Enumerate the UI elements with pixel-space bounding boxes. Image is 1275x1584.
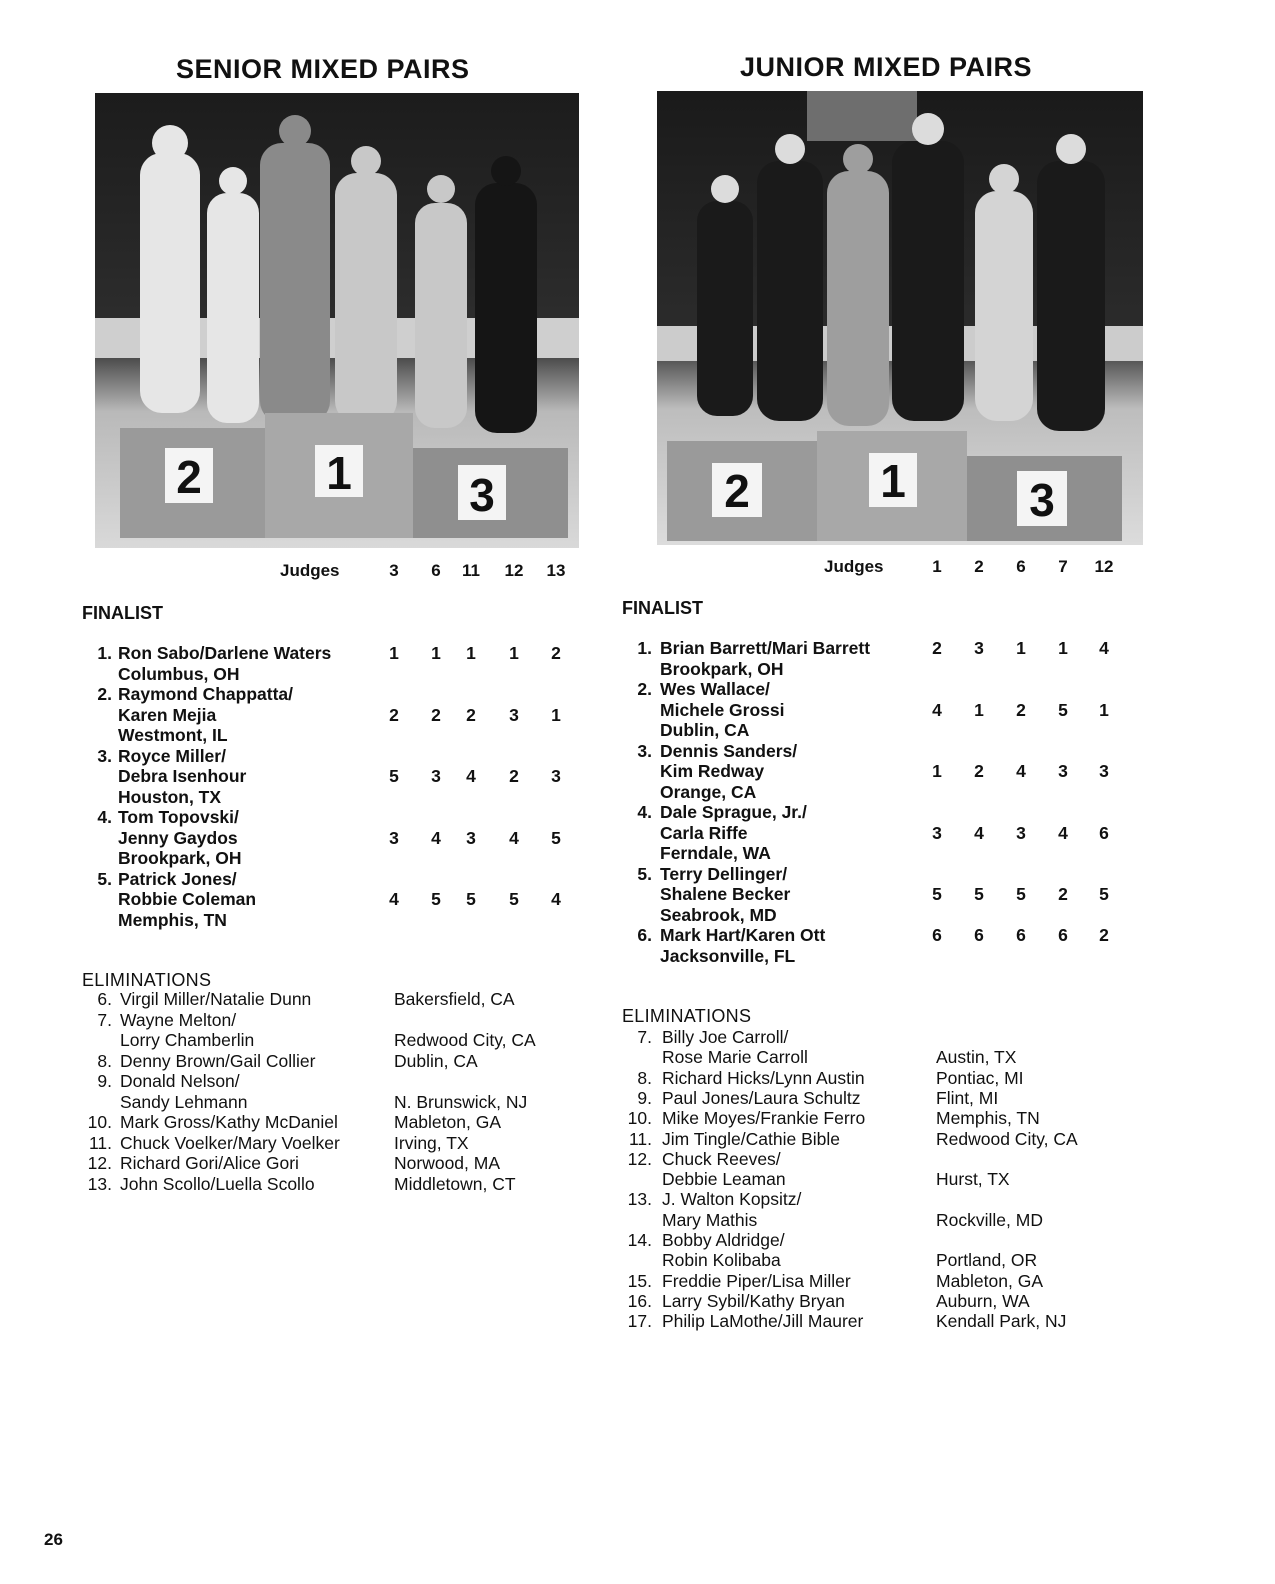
entrant-location: Dublin, CA bbox=[394, 1050, 478, 1071]
finalist-line bbox=[620, 638, 1275, 658]
entrant-text: Ferndale, WA bbox=[660, 843, 771, 863]
elimination-line bbox=[620, 1250, 1275, 1270]
entrant-location: Norwood, MA bbox=[394, 1153, 501, 1173]
judge-score: 4 bbox=[509, 827, 519, 848]
entrant-text: Dale Sprague, Jr./ bbox=[660, 802, 807, 822]
elimination-line bbox=[620, 1291, 1275, 1311]
podium-number-second: 2 bbox=[724, 465, 750, 517]
eliminations-label: ELIMINATIONS bbox=[622, 1006, 752, 1026]
finalist-line bbox=[620, 700, 1275, 720]
judge-score: 5 bbox=[389, 766, 399, 786]
entrant-text: Shalene Becker bbox=[660, 884, 791, 904]
rank-number: 16. bbox=[627, 1290, 652, 1311]
judge-score: 1 bbox=[1058, 638, 1068, 658]
judge-score: 6 bbox=[974, 925, 984, 945]
judge-score: 5 bbox=[509, 889, 519, 909]
judge-score: 2 bbox=[1016, 699, 1026, 720]
elimination-line bbox=[620, 1189, 1275, 1209]
elimination-line bbox=[0, 1174, 620, 1194]
judge-score: 1 bbox=[974, 699, 984, 720]
entrant-text: Mark Gross/Kathy McDaniel bbox=[120, 1112, 338, 1132]
entrant-text: Patrick Jones/ bbox=[118, 868, 237, 889]
entrant-text: Larry Sybil/Kathy Bryan bbox=[662, 1290, 845, 1311]
rank-number: 6. bbox=[637, 925, 652, 945]
entrant-text: John Scollo/Luella Scollo bbox=[120, 1173, 315, 1194]
rank-number: 4. bbox=[637, 802, 652, 822]
judge-score: 5 bbox=[431, 889, 441, 909]
entrant-text: Debra Isenhour bbox=[118, 766, 247, 786]
judge-score: 5 bbox=[932, 884, 942, 904]
elimination-line bbox=[0, 1010, 620, 1030]
finalist-line bbox=[620, 659, 1275, 679]
entrant-text: Raymond Chappatta/ bbox=[118, 684, 294, 704]
finalist-line bbox=[620, 761, 1275, 781]
judge-score: 3 bbox=[932, 822, 942, 843]
finalist-line bbox=[0, 869, 620, 889]
judges-label: Judges bbox=[280, 561, 340, 580]
entrant-location: Irving, TX bbox=[394, 1132, 469, 1153]
finalist-line bbox=[0, 848, 620, 868]
entrant-text: Royce Miller/ bbox=[118, 745, 226, 766]
judge-score: 4 bbox=[974, 822, 984, 843]
entrant-text: Brookpark, OH bbox=[118, 848, 242, 868]
rank-number: 7. bbox=[637, 1027, 652, 1047]
finalist-line bbox=[0, 684, 620, 704]
judges-label: Judges bbox=[824, 557, 884, 576]
judge-number: 12 bbox=[504, 561, 524, 580]
section-title-senior: SENIOR MIXED PAIRS bbox=[176, 54, 470, 84]
judge-score: 4 bbox=[1099, 638, 1109, 658]
rank-number: 1. bbox=[637, 638, 652, 658]
finalist-line bbox=[0, 643, 620, 663]
entrant-text: Lorry Chamberlin bbox=[120, 1030, 255, 1050]
elimination-line bbox=[620, 1129, 1275, 1149]
finalist-line bbox=[620, 946, 1275, 966]
senior-podium-photo bbox=[95, 93, 579, 548]
entrant-text: Freddie Piper/Lisa Miller bbox=[662, 1270, 851, 1291]
rank-number: 5. bbox=[637, 863, 652, 884]
judge-score: 3 bbox=[974, 638, 984, 658]
rank-number: 1. bbox=[97, 643, 112, 663]
judges-header bbox=[0, 561, 620, 583]
rank-number: 13. bbox=[87, 1173, 112, 1194]
rank-number: 12. bbox=[627, 1148, 652, 1169]
judge-score: 5 bbox=[466, 889, 476, 909]
junior-podium-illustration bbox=[657, 91, 1143, 545]
rank-number: 13. bbox=[627, 1189, 652, 1210]
judge-score: 4 bbox=[431, 827, 441, 848]
entrant-text: Terry Dellinger/ bbox=[660, 863, 788, 884]
judge-score: 1 bbox=[1016, 638, 1026, 658]
elimination-line bbox=[0, 1092, 620, 1112]
judge-score: 1 bbox=[1099, 699, 1109, 720]
finalist-line bbox=[0, 889, 620, 909]
finalist-line bbox=[620, 843, 1275, 863]
entrant-text: Brookpark, OH bbox=[660, 658, 784, 679]
judge-score: 3 bbox=[1058, 761, 1068, 781]
entrant-text: Westmont, IL bbox=[118, 725, 228, 745]
entrant-text: Bobby Aldridge/ bbox=[662, 1230, 785, 1250]
judge-score: 5 bbox=[1099, 884, 1109, 904]
elimination-line bbox=[620, 1169, 1275, 1189]
finalist-line bbox=[620, 802, 1275, 822]
judge-score: 2 bbox=[551, 643, 561, 663]
judge-score: 1 bbox=[551, 704, 561, 725]
judge-number: 2 bbox=[974, 557, 984, 576]
elimination-line bbox=[620, 1311, 1275, 1331]
judge-score: 4 bbox=[932, 699, 942, 720]
rank-number: 14. bbox=[627, 1230, 652, 1250]
entrant-text: Virgil Miller/Natalie Dunn bbox=[120, 989, 312, 1009]
eliminations-label: ELIMINATIONS bbox=[82, 970, 212, 990]
judge-score: 6 bbox=[1099, 822, 1109, 843]
judge-score: 5 bbox=[1058, 699, 1068, 720]
rank-number: 10. bbox=[627, 1108, 652, 1129]
finalist-line bbox=[620, 741, 1275, 761]
elimination-line bbox=[620, 1068, 1275, 1088]
entrant-text: Dennis Sanders/ bbox=[660, 740, 798, 761]
entrant-text: Kim Redway bbox=[660, 761, 765, 781]
entrant-text: Jenny Gaydos bbox=[118, 827, 238, 848]
rank-number: 15. bbox=[627, 1270, 652, 1291]
page-number: 26 bbox=[44, 1530, 63, 1549]
finalist-label: FINALIST bbox=[82, 603, 163, 623]
rank-number: 3. bbox=[637, 740, 652, 761]
entrant-text: Robbie Coleman bbox=[118, 889, 257, 909]
entrant-text: Jacksonville, FL bbox=[660, 945, 796, 966]
finalist-line bbox=[0, 910, 620, 930]
finalist-line bbox=[620, 823, 1275, 843]
finalist-line bbox=[0, 807, 620, 827]
rank-number: 8. bbox=[637, 1067, 652, 1088]
judge-score: 1 bbox=[932, 761, 942, 781]
entrant-location: Hurst, TX bbox=[936, 1169, 1010, 1190]
judge-number: 1 bbox=[932, 557, 942, 576]
entrant-location: Redwood City, CA bbox=[936, 1128, 1078, 1149]
entrant-text: Richard Hicks/Lynn Austin bbox=[662, 1067, 865, 1088]
entrant-text: Philip LaMothe/Jill Maurer bbox=[662, 1311, 864, 1332]
judge-score: 3 bbox=[466, 827, 476, 848]
judge-score: 1 bbox=[389, 643, 399, 663]
finalist-line bbox=[0, 746, 620, 766]
judge-score: 2 bbox=[974, 761, 984, 781]
rank-number: 4. bbox=[97, 807, 112, 827]
podium-number-third: 3 bbox=[469, 469, 495, 521]
finalist-line bbox=[620, 782, 1275, 802]
entrant-text: Chuck Voelker/Mary Voelker bbox=[120, 1132, 340, 1153]
elimination-line bbox=[0, 1051, 620, 1071]
podium-number-second: 2 bbox=[176, 451, 202, 503]
finalist-label: FINALIST bbox=[622, 598, 703, 618]
entrant-text: Michele Grossi bbox=[660, 699, 785, 720]
rank-number: 7. bbox=[97, 1009, 112, 1030]
finalist-line bbox=[620, 905, 1275, 925]
entrant-location: Mableton, GA bbox=[936, 1270, 1043, 1291]
finalist-line bbox=[0, 664, 620, 684]
entrant-text: Wayne Melton/ bbox=[120, 1009, 237, 1030]
judge-score: 4 bbox=[466, 766, 476, 786]
elimination-line bbox=[0, 1153, 620, 1173]
section-title-junior: JUNIOR MIXED PAIRS bbox=[740, 52, 1033, 82]
elimination-line bbox=[0, 989, 620, 1009]
entrant-text: Memphis, TN bbox=[118, 909, 227, 930]
rank-number: 8. bbox=[97, 1050, 112, 1071]
judge-score: 3 bbox=[1099, 761, 1109, 781]
entrant-location: Austin, TX bbox=[936, 1047, 1017, 1068]
judge-score: 4 bbox=[1016, 761, 1026, 781]
entrant-text: Paul Jones/Laura Schultz bbox=[662, 1087, 861, 1108]
rank-number: 17. bbox=[627, 1311, 652, 1332]
entrant-text: Ron Sabo/Darlene Waters bbox=[118, 643, 332, 663]
rank-number: 11. bbox=[628, 1128, 652, 1149]
entrant-text: J. Walton Kopsitz/ bbox=[662, 1189, 802, 1210]
elimination-line bbox=[0, 1112, 620, 1132]
entrant-text: Debbie Leaman bbox=[662, 1169, 786, 1190]
judge-number: 7 bbox=[1058, 557, 1068, 576]
finalist-line bbox=[620, 864, 1275, 884]
entrant-text: Mark Hart/Karen Ott bbox=[660, 925, 826, 945]
entrant-location: Memphis, TN bbox=[936, 1108, 1040, 1129]
judge-number: 12 bbox=[1094, 557, 1114, 576]
finalist-line bbox=[0, 828, 620, 848]
entrant-text: Brian Barrett/Mari Barrett bbox=[660, 638, 871, 658]
judge-score: 3 bbox=[509, 704, 519, 725]
elimination-line bbox=[620, 1108, 1275, 1128]
rank-number: 6. bbox=[97, 989, 112, 1009]
podium-number-first: 1 bbox=[880, 455, 906, 507]
entrant-location: Flint, MI bbox=[936, 1087, 999, 1108]
judge-score: 2 bbox=[431, 704, 441, 725]
rank-number: 2. bbox=[637, 679, 652, 699]
entrant-text: Houston, TX bbox=[118, 786, 222, 807]
entrant-text: Dublin, CA bbox=[660, 720, 750, 740]
judge-score: 1 bbox=[509, 643, 519, 663]
entrant-text: Mike Moyes/Frankie Ferro bbox=[662, 1108, 866, 1129]
judge-score: 2 bbox=[389, 704, 399, 725]
entrant-location: Bakersfield, CA bbox=[394, 989, 515, 1009]
finalist-line bbox=[620, 925, 1275, 945]
elimination-line bbox=[620, 1027, 1275, 1047]
entrant-location: Pontiac, MI bbox=[936, 1067, 1024, 1088]
entrant-location: Auburn, WA bbox=[936, 1290, 1030, 1311]
judge-score: 5 bbox=[974, 884, 984, 904]
judge-number: 11 bbox=[462, 561, 480, 580]
judge-score: 4 bbox=[551, 889, 561, 909]
judge-number: 6 bbox=[1016, 557, 1026, 576]
entrant-text: Donald Nelson/ bbox=[120, 1071, 240, 1091]
entrant-text: Richard Gori/Alice Gori bbox=[120, 1153, 299, 1173]
entrant-location: Rockville, MD bbox=[936, 1209, 1043, 1230]
judge-score: 2 bbox=[509, 766, 519, 786]
entrant-text: Chuck Reeves/ bbox=[662, 1148, 781, 1169]
rank-number: 3. bbox=[97, 745, 112, 766]
elimination-line bbox=[620, 1230, 1275, 1250]
podium-number-third: 3 bbox=[1029, 474, 1055, 526]
judge-score: 3 bbox=[389, 827, 399, 848]
entrant-location: Kendall Park, NJ bbox=[936, 1311, 1067, 1332]
finalist-line bbox=[620, 884, 1275, 904]
judge-score: 2 bbox=[932, 638, 942, 658]
entrant-text: Seabrook, MD bbox=[660, 904, 777, 925]
judge-score: 5 bbox=[1016, 884, 1026, 904]
elimination-line bbox=[620, 1088, 1275, 1108]
judge-number: 6 bbox=[431, 561, 441, 580]
entrant-location: N. Brunswick, NJ bbox=[394, 1091, 528, 1112]
entrant-location: Mableton, GA bbox=[394, 1112, 501, 1132]
elimination-line bbox=[620, 1210, 1275, 1230]
rank-number: 11. bbox=[88, 1132, 112, 1153]
elimination-line bbox=[620, 1149, 1275, 1169]
judge-score: 4 bbox=[1058, 822, 1068, 843]
entrant-text: Carla Riffe bbox=[660, 822, 748, 843]
senior-podium-illustration bbox=[95, 93, 579, 548]
finalist-line bbox=[0, 787, 620, 807]
judge-score: 3 bbox=[551, 766, 561, 786]
podium-number-first: 1 bbox=[326, 447, 352, 499]
junior-podium-photo bbox=[657, 91, 1143, 545]
entrant-text: Karen Mejia bbox=[118, 704, 217, 725]
entrant-location: Middletown, CT bbox=[394, 1173, 516, 1194]
judge-score: 2 bbox=[466, 704, 476, 725]
judge-score: 2 bbox=[1099, 925, 1109, 945]
entrant-text: Columbus, OH bbox=[118, 663, 240, 684]
entrant-text: Wes Wallace/ bbox=[660, 679, 770, 699]
judges-header bbox=[620, 557, 1275, 579]
entrant-text: Rose Marie Carroll bbox=[662, 1047, 808, 1068]
judge-score: 2 bbox=[1058, 884, 1068, 904]
entrant-text: Jim Tingle/Cathie Bible bbox=[662, 1128, 840, 1149]
entrant-location: Redwood City, CA bbox=[394, 1030, 536, 1050]
finalist-line bbox=[620, 720, 1275, 740]
judge-score: 6 bbox=[1016, 925, 1026, 945]
elimination-line bbox=[0, 1030, 620, 1050]
judge-score: 5 bbox=[551, 827, 561, 848]
finalist-line bbox=[0, 766, 620, 786]
finalist-line bbox=[0, 705, 620, 725]
entrant-text: Denny Brown/Gail Collier bbox=[120, 1050, 316, 1071]
judge-score: 4 bbox=[389, 889, 399, 909]
entrant-text: Robin Kolibaba bbox=[662, 1250, 781, 1271]
judge-score: 6 bbox=[932, 925, 942, 945]
rank-number: 12. bbox=[87, 1153, 112, 1173]
rank-number: 10. bbox=[87, 1112, 112, 1132]
entrant-text: Billy Joe Carroll/ bbox=[662, 1027, 789, 1047]
finalist-line bbox=[620, 679, 1275, 699]
entrant-text: Tom Topovski/ bbox=[118, 807, 239, 827]
judge-number: 3 bbox=[389, 561, 399, 580]
rank-number: 2. bbox=[97, 684, 112, 704]
elimination-line bbox=[0, 1133, 620, 1153]
elimination-line bbox=[0, 1071, 620, 1091]
judge-score: 6 bbox=[1058, 925, 1068, 945]
elimination-line bbox=[620, 1047, 1275, 1067]
judge-score: 3 bbox=[1016, 822, 1026, 843]
judge-score: 3 bbox=[431, 766, 441, 786]
rank-number: 9. bbox=[97, 1071, 112, 1091]
judge-score: 1 bbox=[466, 643, 476, 663]
rank-number: 9. bbox=[637, 1087, 652, 1108]
entrant-location: Portland, OR bbox=[936, 1250, 1038, 1271]
finalist-line bbox=[0, 725, 620, 745]
entrant-text: Sandy Lehmann bbox=[120, 1091, 248, 1112]
rank-number: 5. bbox=[97, 868, 112, 889]
judge-score: 1 bbox=[431, 643, 441, 663]
elimination-line bbox=[620, 1271, 1275, 1291]
entrant-text: Mary Mathis bbox=[662, 1209, 758, 1230]
entrant-text: Orange, CA bbox=[660, 781, 757, 802]
judge-number: 13 bbox=[546, 561, 566, 580]
